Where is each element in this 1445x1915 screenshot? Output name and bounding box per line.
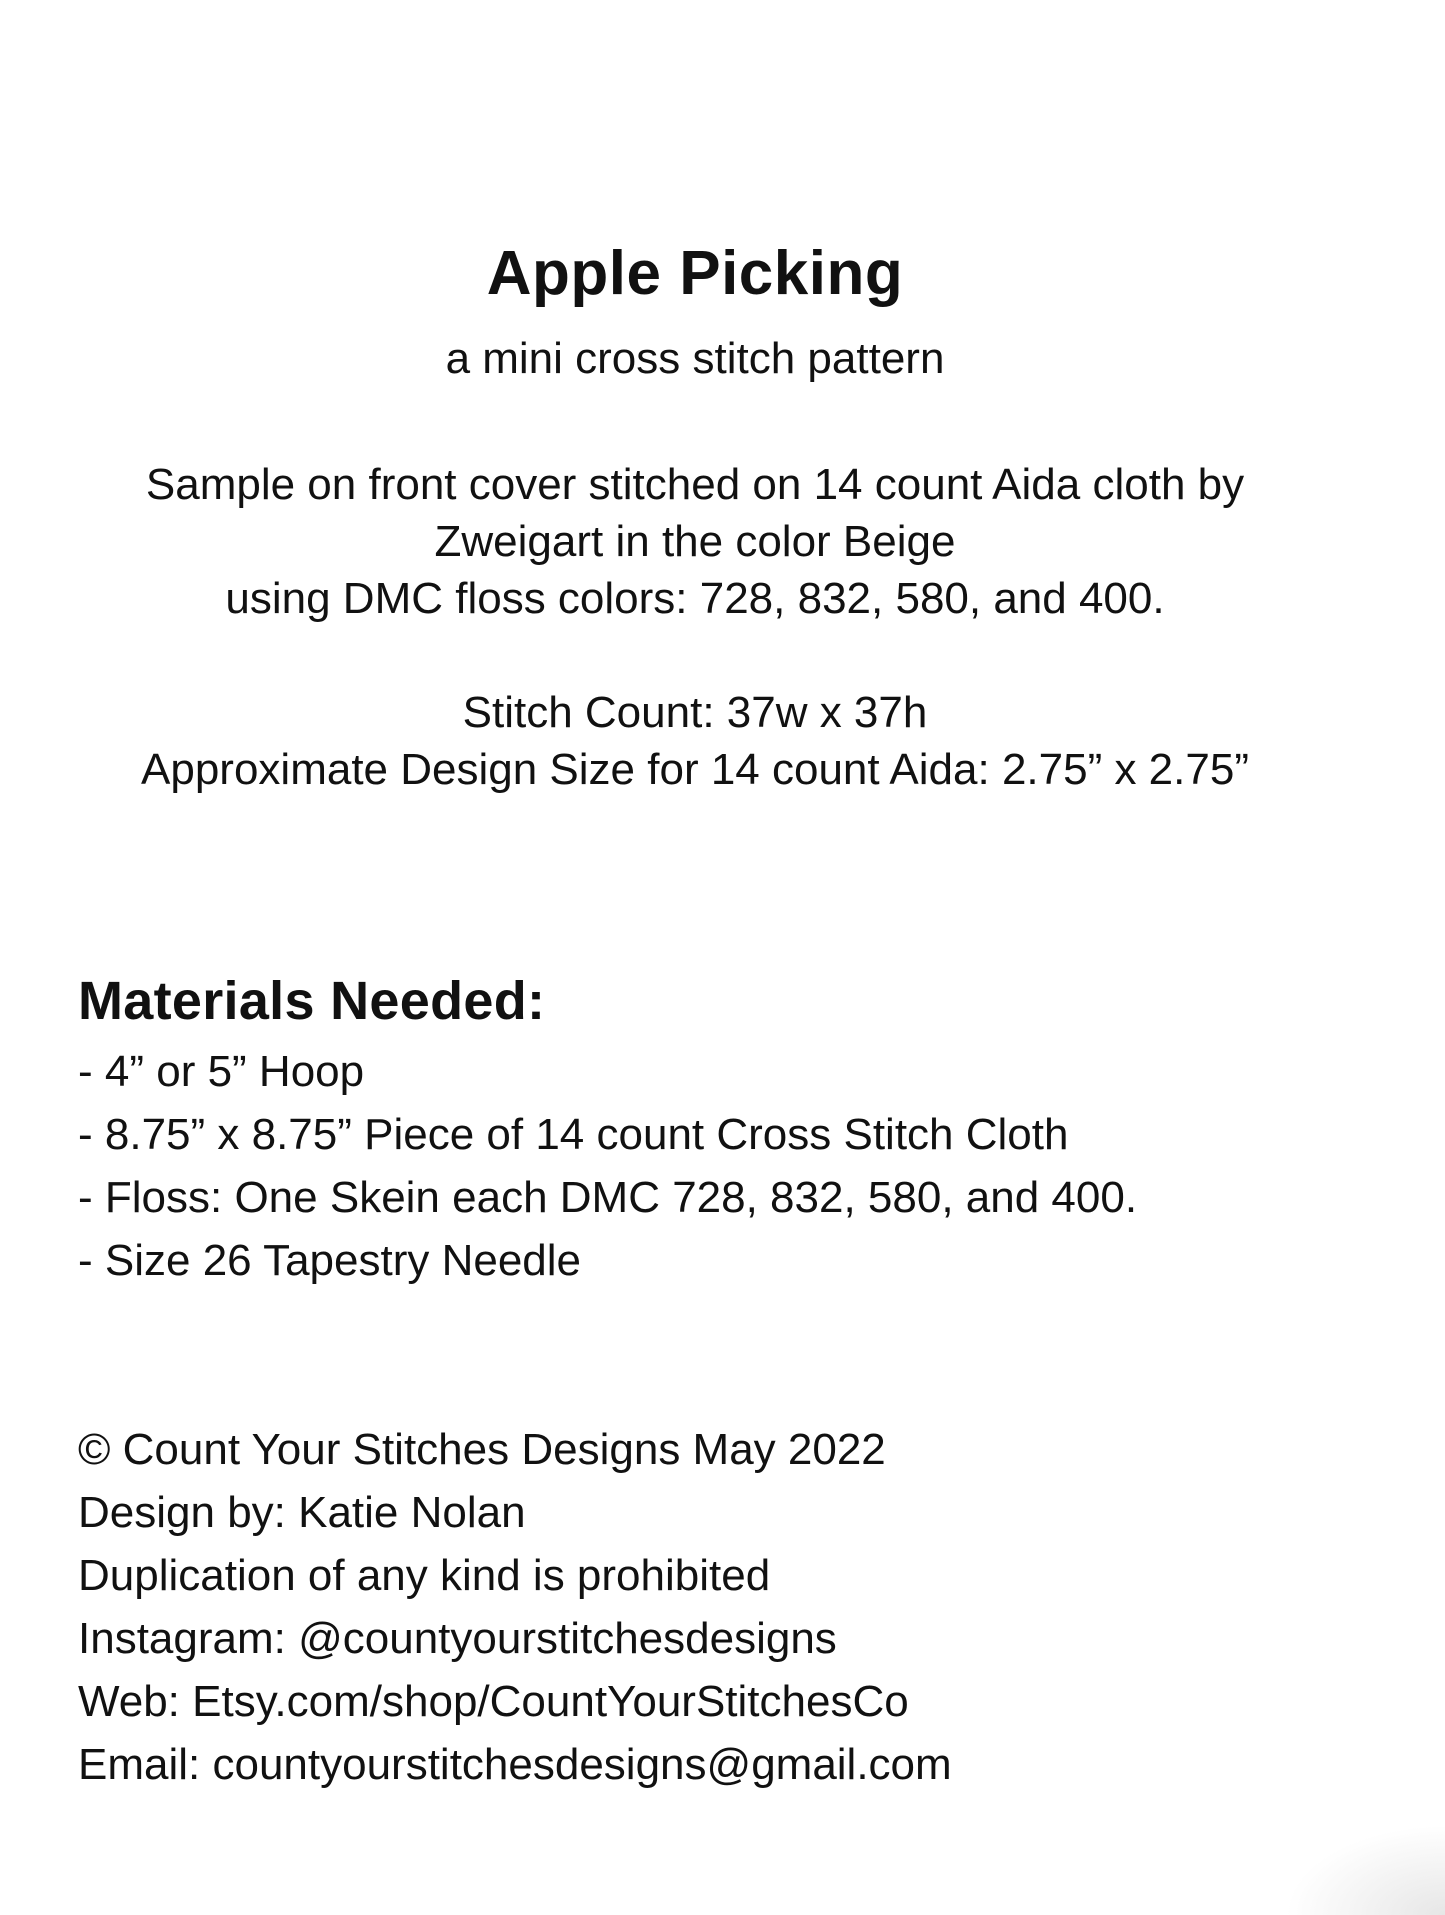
web-line: Web: Etsy.com/shop/CountYourStitchesCo [78, 1677, 909, 1726]
page-corner-shadow [1285, 1825, 1445, 1915]
designer-line: Design by: Katie Nolan [78, 1488, 526, 1537]
duplication-notice: Duplication of any kind is prohibited [78, 1551, 771, 1600]
stitch-info [0, 684, 1390, 798]
materials-list [78, 1040, 1378, 1292]
page-subtitle: a mini cross stitch pattern [445, 334, 945, 383]
sample-line: using DMC floss colors: 728, 832, 580, and 400. [225, 574, 1165, 623]
credits-block [78, 1418, 1378, 1796]
list-item: - Size 26 Tapestry Needle [78, 1236, 582, 1285]
design-size: Approximate Design Size for 14 count Aida: 2.75” x 2.75” [141, 745, 1249, 794]
materials-heading: Materials Needed: [78, 971, 546, 1031]
list-item: - 4” or 5” Hoop [78, 1047, 365, 1096]
list-item: - Floss: One Skein each DMC 728, 832, 580, and 400. [78, 1173, 1138, 1222]
copyright-line: © Count Your Stitches Designs May 2022 [78, 1425, 886, 1474]
sample-line: Sample on front cover stitched on 14 count Aida cloth by [145, 460, 1245, 509]
sample-description [0, 456, 1390, 627]
email-line: Email: countyourstitchesdesigns@gmail.com [78, 1740, 952, 1789]
instagram-line: Instagram: @countyourstitchesdesigns [78, 1614, 837, 1663]
sample-line: Zweigart in the color Beige [434, 517, 956, 566]
stitch-count: Stitch Count: 37w x 37h [462, 688, 928, 737]
page-title: Apple Picking [486, 239, 904, 308]
list-item: - 8.75” x 8.75” Piece of 14 count Cross Stitch Cloth [78, 1110, 1069, 1159]
